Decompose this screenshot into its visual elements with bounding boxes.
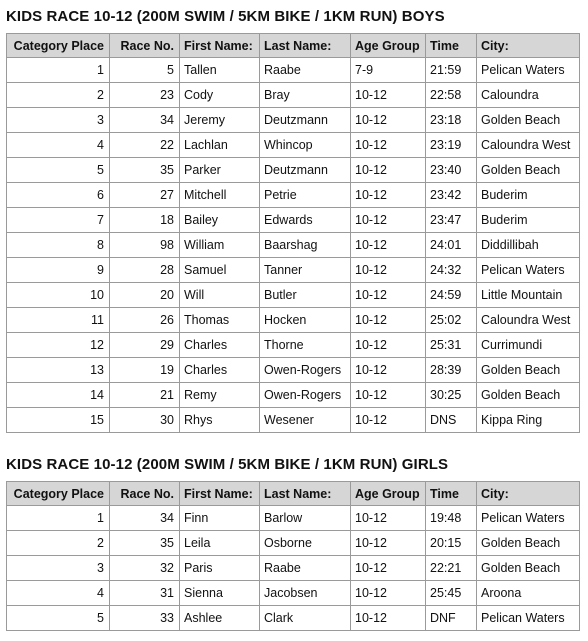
cell-first-name: Paris [180, 556, 260, 581]
cell-race-no: 34 [110, 108, 180, 133]
cell-last-name: Petrie [260, 183, 351, 208]
cell-time: 25:45 [426, 581, 477, 606]
cell-category-place: 4 [7, 133, 110, 158]
table-row [7, 183, 580, 208]
cell-city: Buderim [477, 183, 580, 208]
cell-last-name: Raabe [260, 556, 351, 581]
cell-time: 20:15 [426, 531, 477, 556]
table-row [7, 531, 580, 556]
cell-city: Caloundra West [477, 133, 580, 158]
cell-age-group: 10-12 [351, 283, 426, 308]
table-row [7, 133, 580, 158]
cell-category-place: 14 [7, 383, 110, 408]
cell-city: Golden Beach [477, 108, 580, 133]
cell-first-name: Tallen [180, 58, 260, 83]
cell-first-name: Samuel [180, 258, 260, 283]
table-header-row [7, 482, 580, 506]
column-header-last-name: Last Name: [260, 34, 351, 58]
cell-age-group: 10-12 [351, 208, 426, 233]
cell-race-no: 20 [110, 283, 180, 308]
cell-city: Pelican Waters [477, 258, 580, 283]
table-row [7, 556, 580, 581]
cell-age-group: 10-12 [351, 158, 426, 183]
cell-age-group: 10-12 [351, 83, 426, 108]
cell-first-name: Parker [180, 158, 260, 183]
column-header-race-no: Race No. [110, 34, 180, 58]
cell-age-group: 10-12 [351, 183, 426, 208]
table-row [7, 333, 580, 358]
cell-first-name: Rhys [180, 408, 260, 433]
cell-race-no: 30 [110, 408, 180, 433]
cell-city: Golden Beach [477, 531, 580, 556]
cell-category-place: 9 [7, 258, 110, 283]
column-header-age-group: Age Group [351, 482, 426, 506]
boys-results-table [6, 33, 580, 433]
cell-first-name: Bailey [180, 208, 260, 233]
cell-time: 23:42 [426, 183, 477, 208]
cell-first-name: Cody [180, 83, 260, 108]
cell-time: 25:31 [426, 333, 477, 358]
column-header-category-place: Category Place [7, 34, 110, 58]
cell-race-no: 33 [110, 606, 180, 631]
boys-section-title: KIDS RACE 10-12 (200M SWIM / 5KM BIKE / 1KM RUN) BOYS [6, 8, 445, 25]
cell-time: 30:25 [426, 383, 477, 408]
cell-category-place: 8 [7, 233, 110, 258]
cell-age-group: 7-9 [351, 58, 426, 83]
cell-category-place: 15 [7, 408, 110, 433]
cell-race-no: 29 [110, 333, 180, 358]
cell-age-group: 10-12 [351, 606, 426, 631]
cell-time: 22:21 [426, 556, 477, 581]
cell-first-name: Charles [180, 333, 260, 358]
cell-time: 23:40 [426, 158, 477, 183]
cell-first-name: Mitchell [180, 183, 260, 208]
cell-time: 23:18 [426, 108, 477, 133]
cell-age-group: 10-12 [351, 133, 426, 158]
cell-category-place: 5 [7, 606, 110, 631]
cell-last-name: Deutzmann [260, 108, 351, 133]
column-header-time: Time [426, 482, 477, 506]
cell-age-group: 10-12 [351, 258, 426, 283]
cell-age-group: 10-12 [351, 383, 426, 408]
column-header-category-place: Category Place [7, 482, 110, 506]
cell-time: 24:01 [426, 233, 477, 258]
table-row [7, 158, 580, 183]
cell-category-place: 5 [7, 158, 110, 183]
cell-last-name: Butler [260, 283, 351, 308]
cell-time: 19:48 [426, 506, 477, 531]
cell-time: 23:47 [426, 208, 477, 233]
cell-time: 22:58 [426, 83, 477, 108]
cell-last-name: Deutzmann [260, 158, 351, 183]
cell-age-group: 10-12 [351, 531, 426, 556]
cell-race-no: 34 [110, 506, 180, 531]
cell-time: 25:02 [426, 308, 477, 333]
cell-category-place: 7 [7, 208, 110, 233]
cell-last-name: Owen-Rogers [260, 358, 351, 383]
cell-category-place: 10 [7, 283, 110, 308]
girls-section-title: KIDS RACE 10-12 (200M SWIM / 5KM BIKE / 1KM RUN) GIRLS [6, 456, 449, 473]
table-row [7, 308, 580, 333]
cell-first-name: William [180, 233, 260, 258]
column-header-race-no: Race No. [110, 482, 180, 506]
table-row [7, 283, 580, 308]
cell-race-no: 27 [110, 183, 180, 208]
table-row [7, 233, 580, 258]
table-row [7, 581, 580, 606]
cell-category-place: 1 [7, 506, 110, 531]
cell-race-no: 35 [110, 531, 180, 556]
cell-last-name: Osborne [260, 531, 351, 556]
cell-age-group: 10-12 [351, 581, 426, 606]
cell-age-group: 10-12 [351, 108, 426, 133]
cell-last-name: Clark [260, 606, 351, 631]
table-row [7, 506, 580, 531]
cell-last-name: Whincop [260, 133, 351, 158]
cell-category-place: 2 [7, 531, 110, 556]
table-row [7, 408, 580, 433]
cell-city: Pelican Waters [477, 606, 580, 631]
cell-first-name: Charles [180, 358, 260, 383]
cell-race-no: 21 [110, 383, 180, 408]
cell-age-group: 10-12 [351, 358, 426, 383]
cell-race-no: 32 [110, 556, 180, 581]
table-row [7, 606, 580, 631]
table-header-row [7, 34, 580, 58]
cell-time: 28:39 [426, 358, 477, 383]
cell-race-no: 22 [110, 133, 180, 158]
cell-city: Golden Beach [477, 158, 580, 183]
cell-time: DNF [426, 606, 477, 631]
cell-last-name: Bray [260, 83, 351, 108]
table-row [7, 208, 580, 233]
cell-race-no: 98 [110, 233, 180, 258]
table-row [7, 108, 580, 133]
cell-time: 24:59 [426, 283, 477, 308]
cell-first-name: Remy [180, 383, 260, 408]
cell-first-name: Leila [180, 531, 260, 556]
cell-race-no: 28 [110, 258, 180, 283]
cell-category-place: 3 [7, 556, 110, 581]
column-header-last-name: Last Name: [260, 482, 351, 506]
cell-age-group: 10-12 [351, 556, 426, 581]
cell-category-place: 11 [7, 308, 110, 333]
column-header-age-group: Age Group [351, 34, 426, 58]
cell-time: 24:32 [426, 258, 477, 283]
cell-city: Caloundra West [477, 308, 580, 333]
cell-last-name: Raabe [260, 58, 351, 83]
table-row [7, 58, 580, 83]
cell-race-no: 18 [110, 208, 180, 233]
cell-first-name: Finn [180, 506, 260, 531]
cell-city: Aroona [477, 581, 580, 606]
cell-city: Diddillibah [477, 233, 580, 258]
cell-last-name: Thorne [260, 333, 351, 358]
cell-age-group: 10-12 [351, 408, 426, 433]
cell-first-name: Sienna [180, 581, 260, 606]
cell-category-place: 3 [7, 108, 110, 133]
cell-first-name: Jeremy [180, 108, 260, 133]
cell-city: Golden Beach [477, 556, 580, 581]
cell-race-no: 23 [110, 83, 180, 108]
cell-category-place: 13 [7, 358, 110, 383]
cell-time: 23:19 [426, 133, 477, 158]
cell-category-place: 6 [7, 183, 110, 208]
cell-first-name: Will [180, 283, 260, 308]
cell-last-name: Wesener [260, 408, 351, 433]
table-row [7, 83, 580, 108]
girls-results-table [6, 481, 580, 631]
cell-race-no: 31 [110, 581, 180, 606]
cell-time: 21:59 [426, 58, 477, 83]
cell-first-name: Ashlee [180, 606, 260, 631]
cell-category-place: 1 [7, 58, 110, 83]
cell-last-name: Barlow [260, 506, 351, 531]
cell-city: Golden Beach [477, 383, 580, 408]
cell-city: Currimundi [477, 333, 580, 358]
cell-last-name: Edwards [260, 208, 351, 233]
cell-time: DNS [426, 408, 477, 433]
cell-city: Pelican Waters [477, 506, 580, 531]
cell-first-name: Lachlan [180, 133, 260, 158]
cell-last-name: Owen-Rogers [260, 383, 351, 408]
table-row [7, 383, 580, 408]
cell-category-place: 2 [7, 83, 110, 108]
cell-age-group: 10-12 [351, 308, 426, 333]
cell-race-no: 5 [110, 58, 180, 83]
cell-age-group: 10-12 [351, 506, 426, 531]
cell-race-no: 26 [110, 308, 180, 333]
cell-last-name: Baarshag [260, 233, 351, 258]
column-header-first-name: First Name: [180, 482, 260, 506]
cell-last-name: Tanner [260, 258, 351, 283]
column-header-time: Time [426, 34, 477, 58]
cell-first-name: Thomas [180, 308, 260, 333]
cell-race-no: 19 [110, 358, 180, 383]
cell-city: Little Mountain [477, 283, 580, 308]
cell-city: Kippa Ring [477, 408, 580, 433]
table-row [7, 358, 580, 383]
cell-city: Pelican Waters [477, 58, 580, 83]
cell-age-group: 10-12 [351, 233, 426, 258]
column-header-city: City: [477, 34, 580, 58]
table-row [7, 258, 580, 283]
cell-last-name: Hocken [260, 308, 351, 333]
cell-last-name: Jacobsen [260, 581, 351, 606]
cell-category-place: 4 [7, 581, 110, 606]
column-header-first-name: First Name: [180, 34, 260, 58]
column-header-city: City: [477, 482, 580, 506]
cell-race-no: 35 [110, 158, 180, 183]
cell-city: Caloundra [477, 83, 580, 108]
cell-age-group: 10-12 [351, 333, 426, 358]
cell-category-place: 12 [7, 333, 110, 358]
cell-city: Buderim [477, 208, 580, 233]
cell-city: Golden Beach [477, 358, 580, 383]
